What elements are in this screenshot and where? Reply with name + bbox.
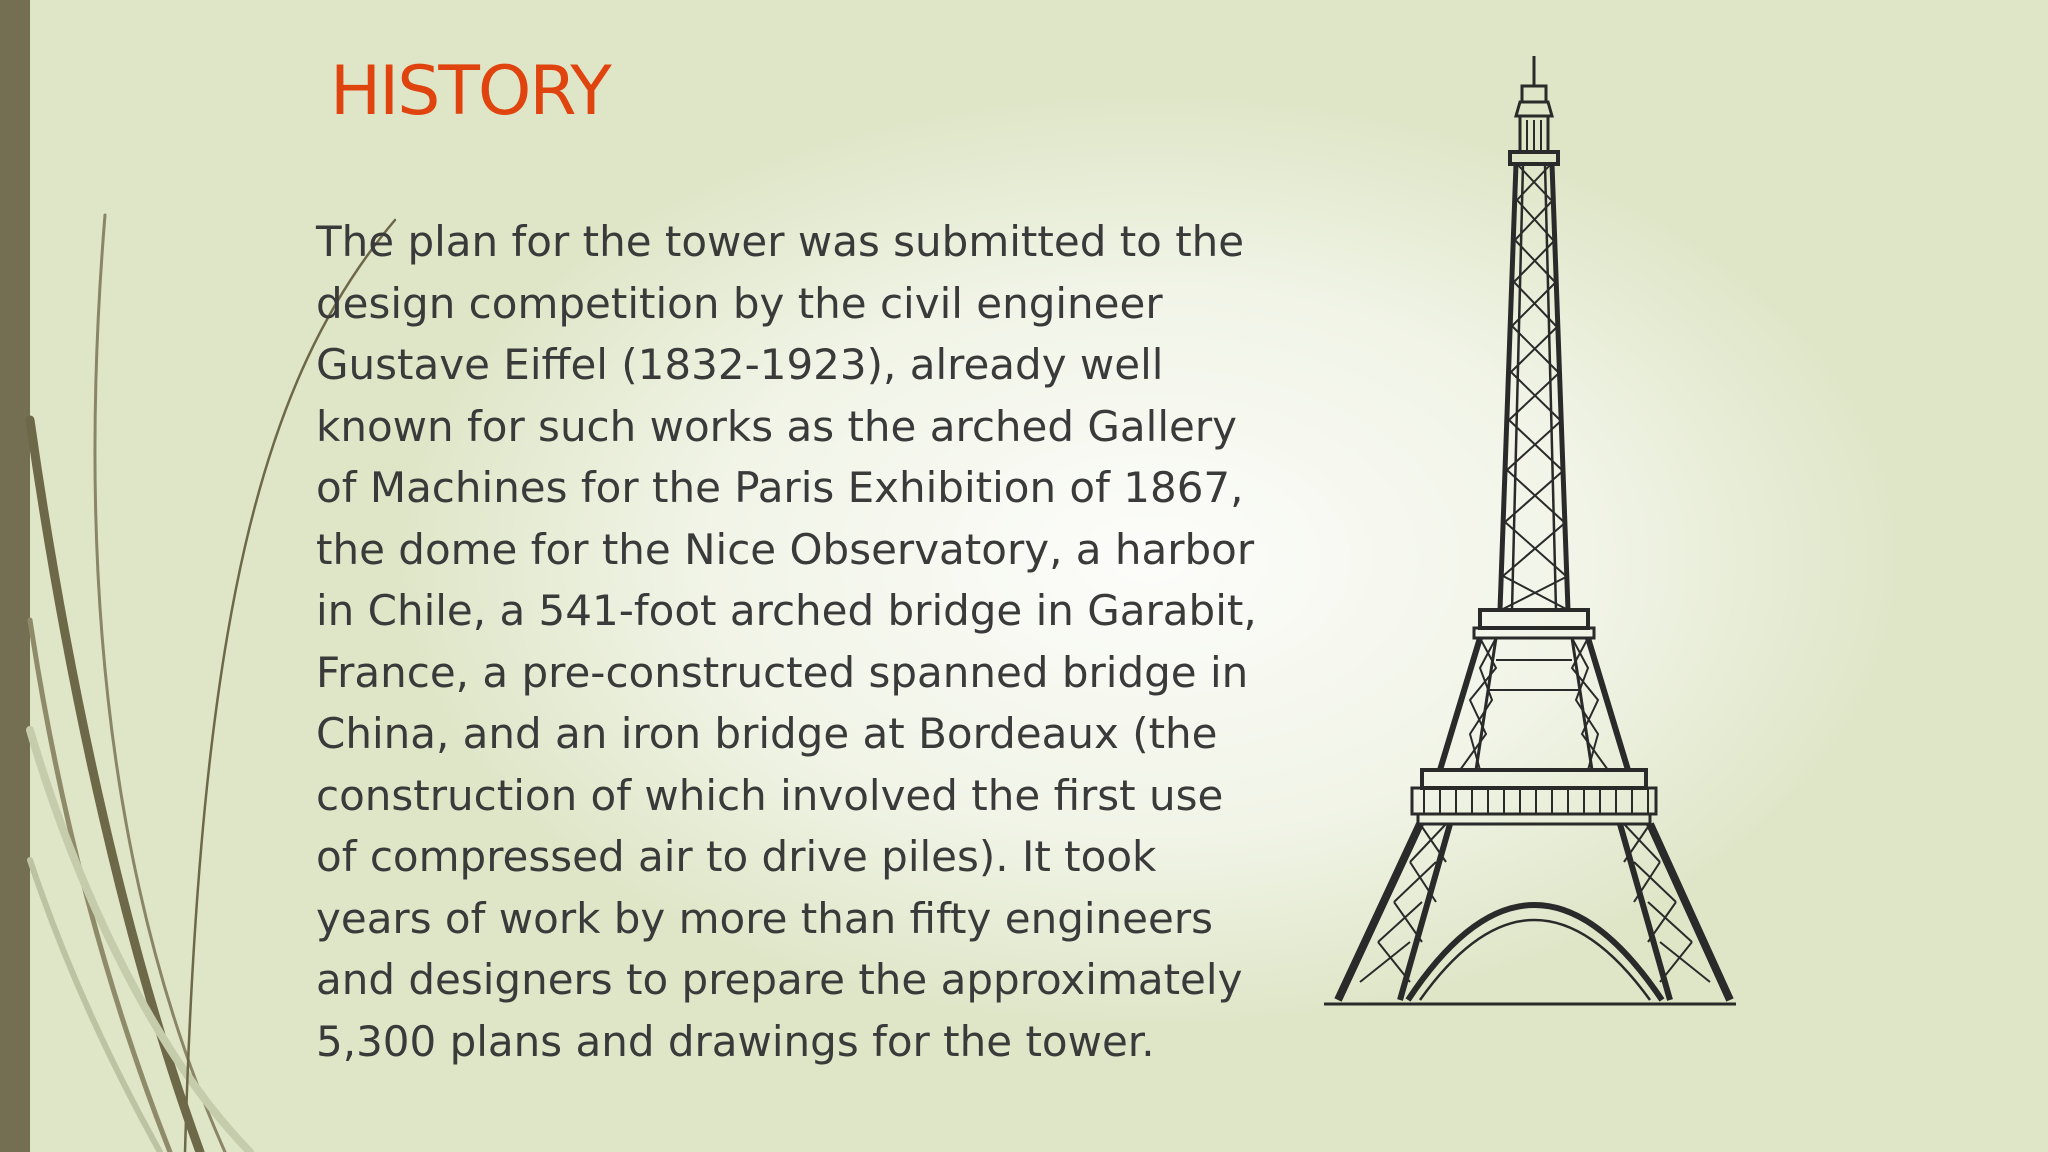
history-paragraph: The plan for the tower was submitted to the design competition by the civil engineer Gustave Eiffel (1832-1923), already well known for such works as the arched Gallery of Machines for the Paris Exhibition of 1867, the dome for the Nice Observatory, a harbor in Chile, a 541-foot arched bridge in Garabit, France, a pre-constructed spanned bridge in China, and an iron bridge at Bordeaux (the construction of which involved the first use of compressed air to drive piles). It took years of work by more than fifty engineers and designers to prepare the approximately 5,300 plans and drawings for the tower. bbox=[316, 217, 1257, 1066]
eiffel-tower-icon bbox=[1320, 50, 1740, 1010]
slide-title: HISTORY bbox=[330, 52, 610, 131]
